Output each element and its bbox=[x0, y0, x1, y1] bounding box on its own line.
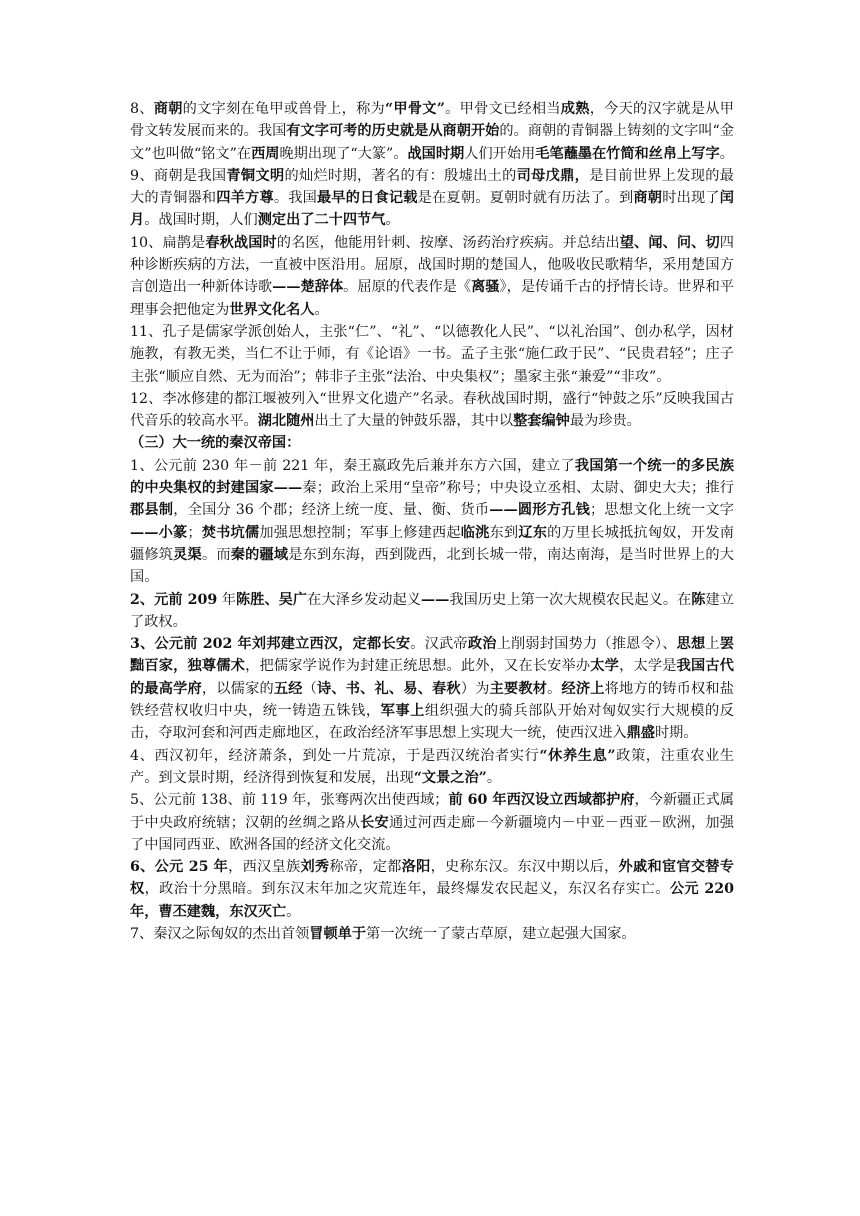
bold-text-run: 我国古代的最高学府 bbox=[130, 658, 734, 697]
text-run: 时出现了 bbox=[662, 190, 720, 207]
bold-text-run: 离骚 bbox=[471, 279, 500, 296]
text-run: ，今天的汉字就是从甲骨文转发展而来的。我国 bbox=[130, 101, 734, 140]
bold-text-run: 最早的日食记载 bbox=[316, 190, 418, 207]
bold-text-run: 长安 bbox=[360, 814, 389, 831]
text-run: 最为珍贵。 bbox=[569, 413, 641, 430]
bold-text-run: 公元 220 年，曹丕建魏，东汉灭亡 bbox=[130, 881, 734, 920]
bold-text-run: 外戚和宦官交替专权 bbox=[130, 859, 734, 898]
text-run: 上 bbox=[705, 636, 720, 653]
bold-text-run: 前 60 年西汉设立西域都护府 bbox=[448, 792, 635, 809]
bold-text-run: （三）大一统的秦汉帝国： bbox=[130, 435, 301, 452]
text-run: 。甲骨文已经相当 bbox=[444, 101, 561, 117]
paragraph-han-3 bbox=[130, 633, 734, 744]
text-run: 政策，注重农业生产。到文景时期，经济得到恢复和发展，出现 bbox=[130, 747, 735, 786]
text-run: 。汉武帝 bbox=[410, 636, 468, 653]
bold-text-run: “文景之治” bbox=[413, 769, 487, 786]
text-run: 四种诊断疾病的方法，一直被中医沿用。屈原，战国时期的楚国人，他吸收民歌精华，采用楚国方言创造出一种新体诗歌 bbox=[130, 234, 734, 296]
bold-text-run: 3、公元前 202 年刘邦建立西汉，定都长安 bbox=[130, 636, 411, 653]
bold-text-run: 辽东 bbox=[518, 524, 548, 541]
text-run: 上削弱封国势力（推恩令）、 bbox=[496, 636, 677, 653]
bold-text-run: 整套编钟 bbox=[513, 413, 570, 430]
text-run: 。 bbox=[719, 145, 734, 162]
text-run: 将地方的铸币权和盐铁经营权收归中央，统一铸造五铢钱， bbox=[130, 680, 734, 720]
bold-text-run: 经济上 bbox=[561, 680, 605, 697]
text-run: 的万里长城抵抗匈奴，开发南疆修筑 bbox=[130, 524, 734, 563]
bold-text-run: 洛阳 bbox=[401, 859, 431, 876]
paragraph-han-7 bbox=[130, 923, 734, 945]
bold-text-run: “休养生息” bbox=[539, 747, 616, 764]
bold-text-run: 刘秀 bbox=[300, 859, 330, 876]
paragraph-han-4 bbox=[130, 745, 734, 790]
text-run: 组织强大的骑兵部队开始对匈奴实行大规模的反击，夺取河套和河西走廊地区，在政治经济军事思想上实现大一统，使西汉进入 bbox=[130, 703, 734, 742]
text-run: ；思想文化上统一文字 bbox=[590, 502, 734, 519]
text-run: 第一次统一了蒙古草原，建立起强大国家。 bbox=[366, 925, 636, 942]
bold-text-run: 春秋战国时 bbox=[205, 234, 277, 251]
text-run: 我国历史上第一次大规模农民起义。在 bbox=[449, 591, 692, 608]
text-run: ，太学是 bbox=[619, 658, 677, 675]
bold-text-run: 我国第一个统一的多民族的中央集权的封建国家—— bbox=[130, 457, 734, 497]
text-run: ； bbox=[187, 524, 202, 541]
bold-text-run: 司母戊鼎， bbox=[516, 167, 590, 184]
text-run: 的灿烂时期，著名的有：殷墟出土的 bbox=[284, 167, 517, 184]
text-run: 在大泽乡发动起义 bbox=[307, 591, 421, 608]
bold-text-run: 湖北随州 bbox=[257, 413, 315, 430]
bold-text-run: 秦的疆域 bbox=[230, 546, 289, 563]
bold-text-run: 五经 bbox=[273, 680, 303, 697]
text-run: 》，是传诵千古的抒情长诗。世界和平理事会把他定为 bbox=[130, 279, 734, 318]
text-run: 4、西汉初年，经济萧条，到处一片荒凉，于是西汉统治者实行 bbox=[130, 747, 540, 764]
text-run: 是目前世界上发现的最大的青铜器和 bbox=[130, 167, 734, 207]
bold-text-run: 罢黜百家，独尊儒术 bbox=[130, 636, 734, 675]
paragraph-han-6 bbox=[130, 856, 734, 923]
bold-text-run: 焚书坑儒 bbox=[201, 524, 260, 541]
paragraph-11 bbox=[130, 321, 734, 388]
text-run: 。 bbox=[314, 301, 329, 318]
bold-text-run: 诗、书、礼、易、春秋 bbox=[317, 680, 461, 697]
bold-text-run: 商朝 bbox=[633, 190, 663, 207]
bold-text-run: 测定出了二十四节气 bbox=[257, 212, 386, 229]
text-run: 。屈原的代表作是《 bbox=[343, 279, 472, 296]
bold-text-run: 望、闻、问、切 bbox=[619, 234, 720, 251]
bold-text-run: 西周 bbox=[251, 145, 280, 162]
bold-text-run: 鼎盛 bbox=[626, 725, 655, 742]
bold-text-run: 郡县制 bbox=[130, 502, 174, 519]
text-run: 。我国 bbox=[273, 190, 317, 207]
paragraph-han-5 bbox=[130, 789, 734, 856]
text-run: ，全国分 36 个郡；经济上统一度、量、衡、货币 bbox=[173, 502, 490, 519]
bold-text-run: 陈 bbox=[691, 591, 706, 608]
text-run: 的文字刻在龟甲或兽骨上，称为 bbox=[182, 101, 385, 117]
text-run: （ bbox=[302, 680, 317, 697]
text-run: 年 bbox=[217, 591, 236, 608]
text-run: 。 bbox=[547, 680, 562, 697]
bold-text-run: 思想 bbox=[676, 636, 706, 653]
text-run: 出土了大量的钟鼓乐器，其中以 bbox=[314, 413, 514, 430]
bold-text-run: 商朝 bbox=[153, 101, 183, 117]
text-run: 东到 bbox=[489, 524, 519, 541]
text-run: ，把儒家学说作为封建正统思想。此外，又在长安举办 bbox=[245, 658, 591, 675]
bold-text-run: 毛笔蘸墨在竹简和丝帛上写字 bbox=[535, 145, 720, 162]
text-run: 。 bbox=[385, 212, 400, 229]
paragraph-han-2 bbox=[130, 589, 734, 634]
text-run: ，政治十分黑暗。到东汉末年加之灾荒连年，最终爆发农民起义，东汉名存实亡。 bbox=[144, 881, 670, 898]
document-page bbox=[130, 98, 734, 945]
bold-text-run: 6、公元 25 年 bbox=[130, 859, 229, 876]
text-run: ，今新疆正式属于中央政府统辖；汉朝的丝绸之路从 bbox=[130, 792, 735, 831]
bold-text-run: —— bbox=[420, 591, 450, 608]
paragraph-10 bbox=[130, 232, 734, 321]
bold-text-run: 军事上 bbox=[380, 703, 425, 720]
paragraph-qin-1 bbox=[130, 455, 734, 589]
bold-text-run: ——小篆 bbox=[130, 524, 188, 541]
section-heading bbox=[130, 432, 734, 454]
bold-text-run: 战国时期 bbox=[407, 145, 465, 162]
bold-text-run: 冒顿单于 bbox=[309, 925, 367, 942]
bold-text-run: 陈胜、吴广 bbox=[235, 591, 308, 608]
text-run: ）为 bbox=[460, 680, 490, 697]
text-run: 秦；政治上采用“皇帝”称号；中央设立丞相、太尉、御史大夫；推行 bbox=[302, 480, 734, 497]
bold-text-run: 主要教材 bbox=[489, 680, 548, 697]
text-run: 。而 bbox=[201, 546, 231, 563]
text-run: ，以儒家的 bbox=[201, 680, 274, 697]
text-run: ，西汉皇族 bbox=[228, 859, 301, 876]
bold-text-run: 2、元前 209 bbox=[130, 591, 218, 608]
text-run: 加强思想控制；军事上修建西起 bbox=[259, 524, 461, 541]
text-run: ，史称东汉。东汉中期以后， bbox=[430, 859, 619, 876]
bold-text-run: 灵渠 bbox=[173, 546, 202, 563]
bold-text-run: ——楚辞体 bbox=[272, 279, 344, 296]
bold-text-run: 青铜文明 bbox=[226, 167, 285, 184]
bold-text-run: 四羊方尊 bbox=[216, 190, 274, 207]
bold-text-run: 世界文化名人 bbox=[229, 301, 315, 318]
text-run: 通过河西走廊－今新疆境内－中亚－西亚－欧洲，加强了中国同西亚、欧洲各国的经济文化交流。 bbox=[130, 814, 734, 853]
text-run: 建立了政权。 bbox=[130, 591, 734, 630]
text-run: 9、商朝是我国 bbox=[130, 167, 227, 184]
text-run: 10、扁鹊是 bbox=[130, 234, 206, 251]
paragraph-8 bbox=[130, 98, 734, 165]
text-run: 人们开始用 bbox=[464, 145, 536, 162]
text-run: 时期。 bbox=[654, 725, 698, 742]
text-run: 是在夏朝。夏朝时就有历法了。到 bbox=[417, 190, 634, 207]
paragraph-9 bbox=[130, 165, 734, 232]
bold-text-run: ——圆形方孔钱 bbox=[489, 502, 590, 519]
paragraph-12 bbox=[130, 388, 734, 433]
text-run: 。战国时期，人们 bbox=[144, 212, 258, 229]
bold-text-run: 政治 bbox=[467, 636, 497, 653]
bold-text-run: 成熟 bbox=[560, 101, 590, 117]
text-run: 的名医，他能用针刺、按摩、汤药治疗疾病。并总结出 bbox=[276, 234, 620, 251]
text-run: 。 bbox=[286, 903, 301, 920]
text-run: 7、秦汉之际匈奴的杰出首领 bbox=[130, 925, 310, 942]
text-run: 1、公元前 230 年－前 221 年，秦王嬴政先后兼并东方六国，建立了 bbox=[130, 457, 575, 474]
bold-text-run: 有文字可考的历史就是从商朝开始 bbox=[286, 123, 500, 140]
text-run: 。 bbox=[486, 769, 502, 786]
text-run: 5、公元前 138、前 119 年，张骞两次出使西域； bbox=[130, 792, 449, 809]
bold-text-run: “甲骨文” bbox=[384, 101, 445, 117]
text-run: 11、孔子是儒家学派创始人，主张“仁”、“礼”、“以德教化人民”、“以礼治国”、创办私学，因材施教，有教无类，当仁不让于师，有《论语》一书。孟子主张“施仁政于民”、“民贵君轻”；庄子主张“顺应自然、无为而治”；韩非子主张“法治、中央集权”；墨家主张“兼爱”“非攻”。 bbox=[130, 323, 734, 385]
bold-text-run: 太学 bbox=[590, 658, 620, 675]
bold-text-run: 临洮 bbox=[460, 524, 490, 541]
bold-text-run: 闰月 bbox=[130, 190, 734, 229]
text-run: 8、 bbox=[130, 101, 154, 117]
text-run: 是东到东海，西到陇西，北到长城一带，南达南海，是当时世界上的大国。 bbox=[130, 546, 734, 586]
text-run: 的。商朝的青铜器上铸刻的文字叫“金文”也叫做“铭文”在 bbox=[130, 123, 734, 162]
text-run: 12、李冰修建的都江堰被列入“世界文化遗产”名录。春秋战国时期，盛行“钟鼓之乐”反映我国古代音乐的较高水平。 bbox=[130, 390, 734, 430]
text-run: 晚期出现了“大篆”。 bbox=[279, 145, 408, 162]
text-run: 称帝，定都 bbox=[329, 859, 402, 876]
